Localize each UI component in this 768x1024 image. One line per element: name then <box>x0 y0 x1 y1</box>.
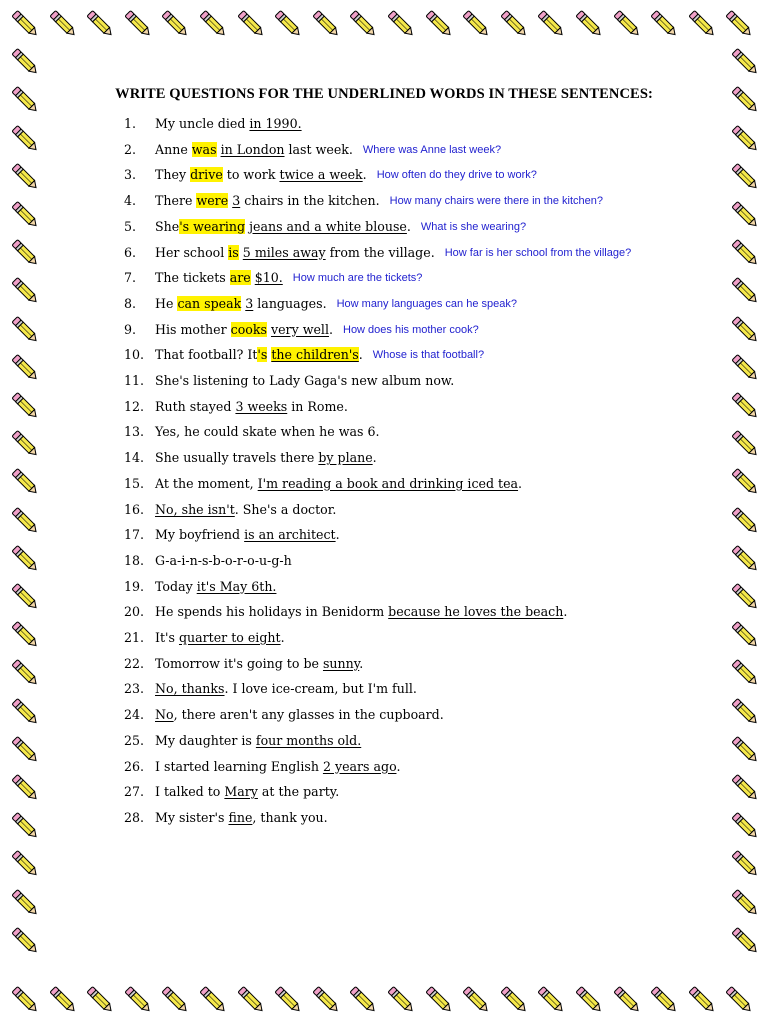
sentence-text: . <box>362 167 367 183</box>
answer-question: How often do they drive to work? <box>376 169 537 182</box>
sentence-text: He spends his holidays in Benidorm <box>155 604 389 620</box>
sentence-text: I talked to <box>155 784 225 800</box>
worksheet-title: WRITE QUESTIONS FOR THE UNDERLINED WORDS IN THESE SENTENCES: <box>115 86 653 102</box>
underlined-text: $10. <box>254 270 283 286</box>
question-item <box>124 242 631 264</box>
sentence-text: They <box>155 167 191 183</box>
question-number: 8. <box>124 295 137 311</box>
question-item <box>124 550 292 572</box>
question-item <box>124 164 537 186</box>
question-number: 16. <box>124 501 145 517</box>
highlighted-text: cooks <box>230 321 267 337</box>
question-number: 12. <box>124 398 145 414</box>
question-item <box>124 601 567 623</box>
question-item <box>124 653 363 675</box>
underlined-text: No, thanks <box>155 681 225 697</box>
sentence-text: to work <box>222 167 280 183</box>
highlighted-text: was <box>191 141 217 157</box>
sentence-text: Anne <box>155 141 192 157</box>
underlined-text: four months old. <box>255 732 362 748</box>
sentence-text: At the moment, <box>155 475 258 491</box>
answer-question: How many languages can he speak? <box>336 297 517 310</box>
sentence-text: in Rome. <box>287 398 348 414</box>
question-number: 13. <box>124 424 145 440</box>
underlined-text: very well <box>270 321 329 337</box>
question-item <box>124 499 336 521</box>
sentence-text: My sister's <box>155 809 229 825</box>
question-number: 24. <box>124 707 145 723</box>
highlighted-text: 's <box>257 347 268 363</box>
underlined-text: jeans and a white blouse <box>249 218 407 234</box>
underlined-text: in London <box>220 141 285 157</box>
sentence-text: His mother <box>155 321 231 337</box>
sentence-text: . She's a doctor. <box>234 501 337 517</box>
question-number: 27. <box>124 784 145 800</box>
question-number: 17. <box>124 527 145 543</box>
question-number: 5. <box>124 218 137 234</box>
question-item <box>124 730 361 752</box>
answer-question: How does his mother cook? <box>343 323 479 336</box>
question-item <box>124 293 517 315</box>
underlined-text: quarter to eight <box>178 630 281 645</box>
sentence-text: . <box>372 450 377 466</box>
sentence-text: Her school <box>155 244 229 260</box>
sentence-text: Ruth stayed <box>155 398 236 414</box>
underlined-text: 3 weeks <box>235 398 288 414</box>
sentence-text: He <box>155 295 178 311</box>
sentence-text: My uncle died <box>155 116 250 131</box>
question-number: 15. <box>124 475 145 491</box>
sentence-text: . <box>359 655 364 671</box>
underlined-text: 5 miles away <box>242 244 326 260</box>
sentence-text: . <box>563 604 568 620</box>
sentence-text: Today <box>155 578 197 594</box>
underlined-text: Mary <box>224 784 258 800</box>
question-item <box>124 267 422 289</box>
question-number: 23. <box>124 681 145 697</box>
sentence-text: . I love ice-cream, but I'm full. <box>224 681 417 697</box>
sentence-text: . <box>280 630 285 645</box>
sentence-text: It's <box>155 630 179 645</box>
underlined-text: 3 <box>245 295 254 311</box>
answer-question: How much are the tickets? <box>292 272 423 285</box>
sentence-text: The tickets <box>155 270 230 286</box>
question-item <box>124 139 501 161</box>
question-item <box>124 781 339 803</box>
highlighted-text: is <box>228 244 239 260</box>
highlighted-text: drive <box>190 167 223 183</box>
question-number: 26. <box>124 758 145 774</box>
sentence-text: . <box>406 218 411 234</box>
underlined-text: in 1990. <box>249 116 302 131</box>
sentence-text: . <box>328 321 333 337</box>
question-item <box>124 396 348 418</box>
underlined-text: 2 years ago <box>322 758 397 774</box>
question-number: 22. <box>124 655 145 671</box>
question-item <box>124 216 526 238</box>
question-number: 7. <box>124 270 137 286</box>
underlined-text: by plane <box>318 450 373 466</box>
underlined-text: No, she isn't <box>155 501 235 517</box>
question-number: 20. <box>124 604 145 620</box>
question-item <box>124 473 522 495</box>
highlighted-text: can speak <box>177 295 242 311</box>
question-item <box>124 576 276 598</box>
sentence-text: She usually travels there <box>155 450 319 466</box>
question-number: 18. <box>124 552 145 568</box>
sentence-text: . <box>358 347 363 363</box>
question-number: 14. <box>124 450 145 466</box>
question-item <box>124 627 285 649</box>
underlined-text: fine <box>228 809 253 825</box>
question-item <box>124 421 379 443</box>
answer-question: Whose is that football? <box>372 349 485 362</box>
question-item <box>124 807 328 829</box>
question-number: 11. <box>124 373 145 388</box>
underlined-text: sunny <box>322 655 360 671</box>
question-item <box>124 524 340 546</box>
sentence-text: from the village. <box>325 244 435 260</box>
underlined-text: No <box>155 707 174 723</box>
question-number: 3. <box>124 167 137 183</box>
question-item <box>124 370 454 392</box>
question-number: 1. <box>124 116 137 131</box>
question-item <box>124 678 417 700</box>
question-number: 28. <box>124 809 145 825</box>
question-number: 21. <box>124 630 145 645</box>
question-item <box>124 190 603 212</box>
underlined-text: I'm reading a book and drinking iced tea <box>257 475 519 491</box>
answer-question: How far is her school from the village? <box>444 246 632 259</box>
question-number: 19. <box>124 578 145 594</box>
question-item <box>124 319 479 341</box>
sentence-text: , there aren't any glasses in the cupboard. <box>173 707 444 723</box>
answer-question: Where was Anne last week? <box>362 143 502 156</box>
sentence-text: . <box>396 758 401 774</box>
underlined-text: 3 <box>232 193 241 209</box>
underlined-text: because he loves the beach <box>388 604 564 620</box>
answer-question: What is she wearing? <box>420 220 527 233</box>
sentence-text: at the party. <box>257 784 340 800</box>
sentence-text: She <box>155 218 180 234</box>
question-number: 4. <box>124 193 137 209</box>
sentence-text: My boyfriend <box>155 527 245 543</box>
highlighted-text: 's wearing <box>179 218 246 234</box>
question-item <box>124 704 444 726</box>
sentence-text: That football? It <box>155 347 258 363</box>
underlined-text: it's May 6th. <box>196 578 277 594</box>
question-number: 25. <box>124 732 145 748</box>
question-item <box>124 756 400 778</box>
question-item <box>124 113 302 135</box>
sentence-text: last week. <box>284 141 353 157</box>
question-item <box>124 344 484 366</box>
sentence-text: She's listening to Lady Gaga's new album now. <box>155 373 455 388</box>
sentence-text: languages. <box>253 295 327 311</box>
question-number: 10. <box>124 347 145 363</box>
highlighted-text: were <box>196 193 229 209</box>
sentence-text: Tomorrow it's going to be <box>155 655 323 671</box>
highlighted-text: are <box>229 270 251 286</box>
sentence-text: Yes, he could skate when he was 6. <box>155 424 380 440</box>
underlined-text: twice a week <box>279 167 363 183</box>
sentence-text: . <box>518 475 523 491</box>
sentence-text: chairs in the kitchen. <box>240 193 380 209</box>
question-number: 9. <box>124 321 137 337</box>
sentence-text: My daughter is <box>155 732 256 748</box>
question-item <box>124 447 377 469</box>
sentence-text: There <box>155 193 197 209</box>
underlined-text: is an architect <box>244 527 336 543</box>
question-number: 2. <box>124 141 137 157</box>
question-number: 6. <box>124 244 137 260</box>
sentence-text: I started learning English <box>155 758 323 774</box>
sentence-text: , thank you. <box>252 809 328 825</box>
sentence-text: G-a-i-n-s-b-o-r-o-u-g-h <box>155 552 292 568</box>
answer-question: How many chairs were there in the kitchen? <box>389 195 604 208</box>
sentence-text: . <box>335 527 340 543</box>
highlighted-text: the children's <box>271 347 359 363</box>
